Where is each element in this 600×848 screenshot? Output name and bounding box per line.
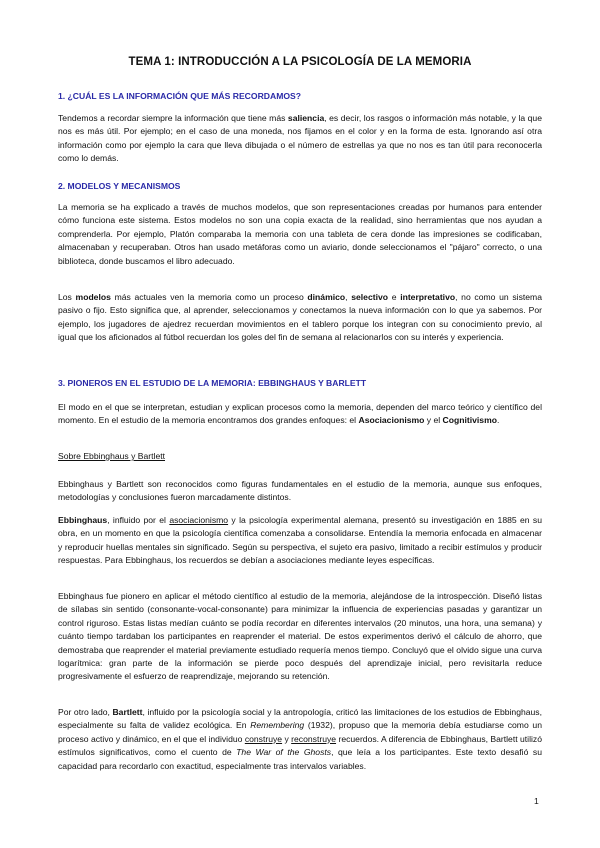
section-3-paragraph-3: Ebbinghaus, influido por el asociacionismo y la psicología experimental alemana, presentó su investigación en 1885 en su obra, en un momento en que la psicología científica comenzaba a consolidarse. Entendía la memoria enfocada en almacenar y reproducir huellas mentales sin significado. Según su perspectiva, el sujeto era pasivo, limitado a recibir estímulos y producir respuestas. Para Ebbinghaus, los recuerdos se debían a asociaciones mediante leyes específicas. (58, 515, 542, 566)
section-3-paragraph-2: Ebbinghaus y Bartlett son reconocidos como figuras fundamentales en el estudio de la memoria, aunque sus enfoques, metodologías y conclusiones fueron marcadamente distintos. (58, 479, 542, 503)
page-title: TEMA 1: INTRODUCCIÓN A LA PSICOLOGÍA DE LA MEMORIA (128, 56, 472, 68)
section-2-paragraph-2: Los modelos más actuales ven la memoria como un proceso dinámico, selectivo e interpretativo, no como un sistema pasivo o fijo. Esto significa que, al aprender, seleccionamos y conectamos la nueva información con lo que ya sabemos. Por ejemplo, los jugadores de ajedrez recuerdan movimientos en el tablero porque los integran con su conocimiento previo, al igual que los aficionados al fútbol recuerdan los goles del fin de semana al relacionarlos con su interés y experiencia. (58, 292, 542, 343)
section-1-paragraph: Tendemos a recordar siempre la información que tiene más saliencia, es decir, los rasgos o información más notable, y la que nos es más útil. Por ejemplo; en el caso de una moneda, nos fijamos en el color y en la forma de esta. Ignorando así otra información como por ejemplo la cara que lleva dibujada o el número de estrellas ya que no nos es tan útil para reconocerla como lo demás. (58, 113, 542, 164)
section-1-heading: 1. ¿CUÁL ES LA INFORMACIÓN QUE MÁS RECORDAMOS? (58, 91, 302, 101)
page-number: 1 (534, 796, 539, 806)
section-3-paragraph-4: Ebbinghaus fue pionero en aplicar el método científico al estudio de la memoria, alejándose de la introspección. Diseñó listas de sílabas sin sentido (consonante-vocal-consonante) para minimizar la influencia de experiencias pasadas y garantizar un control riguroso. Estas listas medían cuánto se podía recordar en diferentes intervalos (20 minutos, una hora, una semana) y cuánto tiempo tardaban los participantes en reaprender el material. De estos experimentos derivó el cálculo de ahorro, que demostraba que reaprender el material previamente estudiado requería menos tiempo. Concluyó que el olvido sigue una curva logarítmica: gran parte de la información se pierde poco después del aprendizaje inicial, pero revisitarla reduce progresivamente el esfuerzo de reaprendizaje, mejorando su retención. (58, 591, 542, 682)
section-3-paragraph-5: Por otro lado, Bartlett, influido por la psicología social y la antropología, criticó las limitaciones de los estudios de Ebbinghaus, especialmente su falta de validez ecológica. En Remembering (1932), propuso que la memoria debía estudiarse como un proceso activo y dinámico, en el que el individuo construye y reconstruye recuerdos. A diferencia de Ebbinghaus, Bartlett utilizó estímulos significativos, como el cuento de The War of the Ghosts, que leía a los participantes. Este texto desafió su capacidad para recordarlo con exactitud, especialmente tras intervalos variables. (58, 707, 542, 771)
section-3-heading: 3. PIONEROS EN EL ESTUDIO DE LA MEMORIA: EBBINGHAUS Y BARLETT (58, 378, 367, 388)
section-3-paragraph-1: El modo en el que se interpretan, estudian y explican procesos como la memoria, dependen del marco teórico y científico del momento. En el estudio de la memoria encontramos dos grandes enfoques: el Asociacionismo y el Cognitivismo. (58, 402, 542, 426)
section-2-paragraph-1: La memoria se ha explicado a través de muchos modelos, que son representaciones creadas por humanos para entender cómo funciona este sistema. Estos modelos no son una copia exacta de la realidad, sino herramientas que nos ayudan a comprenderla. Por ejemplo, Platón comparaba la memoria con una tableta de cera donde las impresiones se codificaban, almacenaban y recuperaban. Otros han usado metáforas como un aviario, donde seleccionamos el "pájaro" correcto, o una biblioteca, donde buscamos el libro adecuado. (58, 202, 542, 266)
section-2-heading: 2. MODELOS Y MECANISMOS (58, 181, 181, 191)
section-3-subtitle: Sobre Ebbinghaus y Bartlett (58, 451, 166, 461)
